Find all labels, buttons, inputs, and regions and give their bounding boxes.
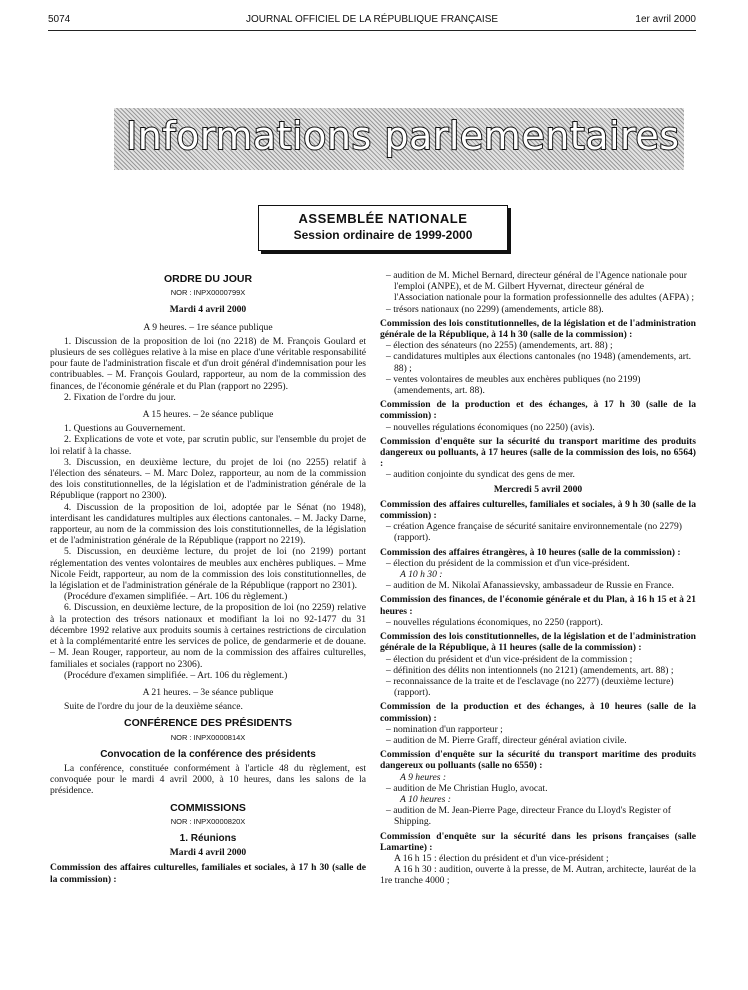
- list-item: – candidatures multiples aux élections cantonales (no 1948) (amendements, art. 88) ;: [386, 351, 692, 374]
- page-header: [48, 14, 696, 28]
- paragraph: 4. Discussion de la proposition de loi, adoptée par le Sénat (no 1948), interdisant les candidatures multiples aux élections cantonales. – M. Jacky Darne, rapporteur, au nom de la commission des lois constitutionnelles, de la législation et de l'administration générale de la République (rapport no 2219).: [50, 501, 366, 547]
- right-column: [380, 270, 696, 887]
- paragraph: 1. Discussion de la proposition de loi (no 2218) de M. François Goulard et plusieurs de ses collègues relative à la mise en place d'une véritable responsabilité pour faute de l'administration fiscale et d'un droit général d'indemnisation pour les contribuables. – M. François Goulard, rapporteur, au nom de la commission des finances, de l'économie générale et du Plan (rapport no 2295).: [50, 335, 366, 392]
- date-heading: Mardi 4 avril 2000: [169, 304, 247, 316]
- list-item: – définition des délits non intentionnels (no 2121) (amendements, art. 88) ;: [386, 664, 674, 676]
- paragraph: (Procédure d'examen simplifiée. – Art. 106 du règlement.): [64, 669, 288, 681]
- commission-heading: Commission de la production et des échanges, à 10 heures (salle de la commission) :: [380, 701, 696, 724]
- list-item: – audition de Me Christian Huglo, avocat.: [386, 782, 548, 794]
- list-item: – audition de M. Nikolaï Afanassievsky, ambassadeur de Russie en France.: [386, 580, 674, 592]
- section-banner: [114, 108, 684, 170]
- commission-heading: Commission des affaires culturelles, familiales et sociales, à 17 h 30 (salle de la commission) :: [50, 862, 366, 885]
- list-item: – nouvelles régulations économiques (no 2250) (avis).: [386, 421, 595, 433]
- list-item: – ventes volontaires de meubles aux enchères publiques (no 2199) (amendements, art. 88).: [386, 373, 641, 397]
- issue-date: 1er avril 2000: [635, 14, 696, 25]
- time-label: A 10 h 30 :: [400, 569, 443, 581]
- time-label: A 10 heures :: [400, 793, 451, 805]
- list-item: – élection du président de la commission et d'un vice-président.: [386, 557, 630, 569]
- left-column: [50, 270, 366, 885]
- commissions-title: COMMISSIONS: [170, 801, 246, 814]
- commission-heading: Commission d'enquête sur la sécurité dans les prisons françaises (salle Lamartine) :: [380, 830, 696, 853]
- list-item: – création Agence française de sécurité sanitaire environnementale (no 2279) (rapport).: [386, 521, 682, 544]
- paragraph: 2. Fixation de l'ordre du jour.: [64, 391, 176, 403]
- seance-heading: A 9 heures. – 1re séance publique: [143, 321, 273, 333]
- ordre-du-jour-title: ORDRE DU JOUR: [163, 273, 253, 285]
- list-item: – audition de M. Jean-Pierre Page, directeur France du Lloyd's Register of Shipping.: [386, 805, 671, 828]
- paragraph: 6. Discussion, en deuxième lecture, de la proposition de loi (no 2259) relative à la protection des trésors nationaux et modifiant la loi no 92-1477 du 31 décembre 1992 relative aux produits soumis à certaines restrictions de circulation et à la complémentarité entre les services de police, de gendarmerie et de douane. – M. Jean Rouger, rapporteur, au nom de la commission des affaires culturelles, familiales et sociales (rapport no 2306).: [50, 602, 366, 670]
- paragraph: 2. Explications de vote et vote, par scrutin public, sur l'ensemble du projet de loi relatif à la chasse.: [50, 434, 366, 457]
- paragraph: A 16 h 15 : élection du président et d'un vice-président ;: [394, 852, 609, 864]
- list-item: – nomination d'un rapporteur ;: [386, 723, 503, 735]
- conference-nor: NOR : INPX0000814X: [170, 732, 246, 742]
- date-heading: Mercredi 5 avril 2000: [493, 483, 583, 495]
- paragraph: La conférence, constituée conformément à l'article 48 du règlement, est convoquée pour le mardi 4 avril 2000, à 10 heures, dans les salons de la présidence.: [50, 762, 366, 797]
- commission-heading: Commission des lois constitutionnelles, de la législation et de l'administration générale de la République, à 11 heures (salle de la commission) :: [380, 631, 696, 654]
- paragraph: 3. Discussion, en deuxième lecture, du projet de loi (no 2255) relatif à l'élection des sénateurs. – M. Marc Dolez, rapporteur, au nom de la commission des lois constitutionnelles, de la législation et de l'administration générale de la République (rapport no 2300).: [50, 456, 366, 502]
- list-item: – audition de M. Michel Bernard, directeur général de l'Agence nationale pour l'emploi (ANPE), et de M. Gilbert Hyvernat, directeur général de l'Association nationale pour la formation professionnelle des adultes (AFPA) ;: [386, 270, 695, 304]
- assembly-title: ASSEMBLÉE NATIONALE: [298, 211, 468, 226]
- list-item: – nouvelles régulations économiques, no 2250 (rapport).: [386, 616, 603, 628]
- seance-heading: A 15 heures. – 2e séance publique: [142, 409, 274, 421]
- commission-heading: Commission d'enquête sur la sécurité du transport maritime des produits dangereux ou polluants, à 17 heures (salle de la commission des lois, no 6564) :: [380, 435, 696, 470]
- session-title: Session ordinaire de 1999-2000: [293, 228, 473, 242]
- list-item: – trésors nationaux (no 2299) (amendements, article 88).: [386, 303, 604, 315]
- conference-title: CONFÉRENCE DES PRÉSIDENTS: [123, 717, 293, 730]
- commission-heading: Commission des lois constitutionnelles, de la législation et de l'administration générale de la République, à 14 h 30 (salle de la commission) :: [380, 317, 696, 341]
- ordre-nor: NOR : INPX0000799X: [170, 288, 246, 298]
- list-item: – audition conjointe du syndicat des gens de mer.: [386, 469, 575, 481]
- paragraph: (Procédure d'examen simplifiée. – Art. 106 du règlement.): [64, 591, 288, 603]
- page-number: 5074: [48, 14, 71, 25]
- list-item: – élection du président et d'un vice-président de la commission ;: [386, 653, 633, 665]
- assembly-box: [258, 205, 508, 251]
- commission-heading: Commission d'enquête sur la sécurité du transport maritime des produits dangereux ou polluants (salle no 6550) :: [380, 749, 696, 772]
- commission-heading: Commission de la production et des échanges, à 17 h 30 (salle de la commission) :: [380, 399, 696, 422]
- paragraph: A 16 h 30 : audition, ouverte à la presse, de M. Autran, architecte, lauréat de la 1re tranche 4000 ;: [380, 864, 696, 887]
- date-heading: Mardi 4 avril 2000: [169, 847, 247, 859]
- convocation-title: Convocation de la conférence des présidents: [100, 748, 316, 760]
- time-label: A 9 heures :: [400, 771, 447, 783]
- paragraph: Suite de l'ordre du jour de la deuxième séance.: [64, 701, 243, 713]
- paragraph: 1. Questions au Gouvernement.: [64, 423, 186, 435]
- commissions-nor: NOR : INPX0000820X: [170, 816, 246, 826]
- list-item: – reconnaissance de la traite et de l'esclavage (no 2277) (deuxième lecture) (rapport).: [386, 675, 674, 699]
- list-item: – élection des sénateurs (no 2255) (amendements, art. 88) ;: [386, 340, 613, 352]
- seance-heading: A 21 heures. – 3e séance publique: [142, 686, 274, 698]
- header-rule: [48, 30, 696, 31]
- commission-heading: Commission des finances, de l'économie générale et du Plan, à 16 h 15 et à 21 heures :: [380, 594, 696, 617]
- paragraph: 5. Discussion, en deuxième lecture, du projet de loi (no 2199) portant réglementation des ventes volontaires de meubles aux enchères publiques. – Mme Nicole Feidt, rapporteur, au nom de la commission des lois constitutionnelles, de la législation et de l'administration générale de la République (rapport no 2301).: [50, 546, 366, 592]
- commission-heading: Commission des affaires étrangères, à 10 heures (salle de la commission) :: [380, 546, 681, 558]
- commission-heading: Commission des affaires culturelles, familiales et sociales, à 9 h 30 (salle de la commission) :: [380, 498, 696, 522]
- banner-title: Informations parlementaires: [126, 114, 680, 158]
- journal-title: JOURNAL OFFICIEL DE LA RÉPUBLIQUE FRANÇAISE: [245, 14, 499, 25]
- reunions-title: 1. Réunions: [179, 832, 237, 844]
- list-item: – audition de M. Pierre Graff, directeur général aviation civile.: [386, 734, 627, 746]
